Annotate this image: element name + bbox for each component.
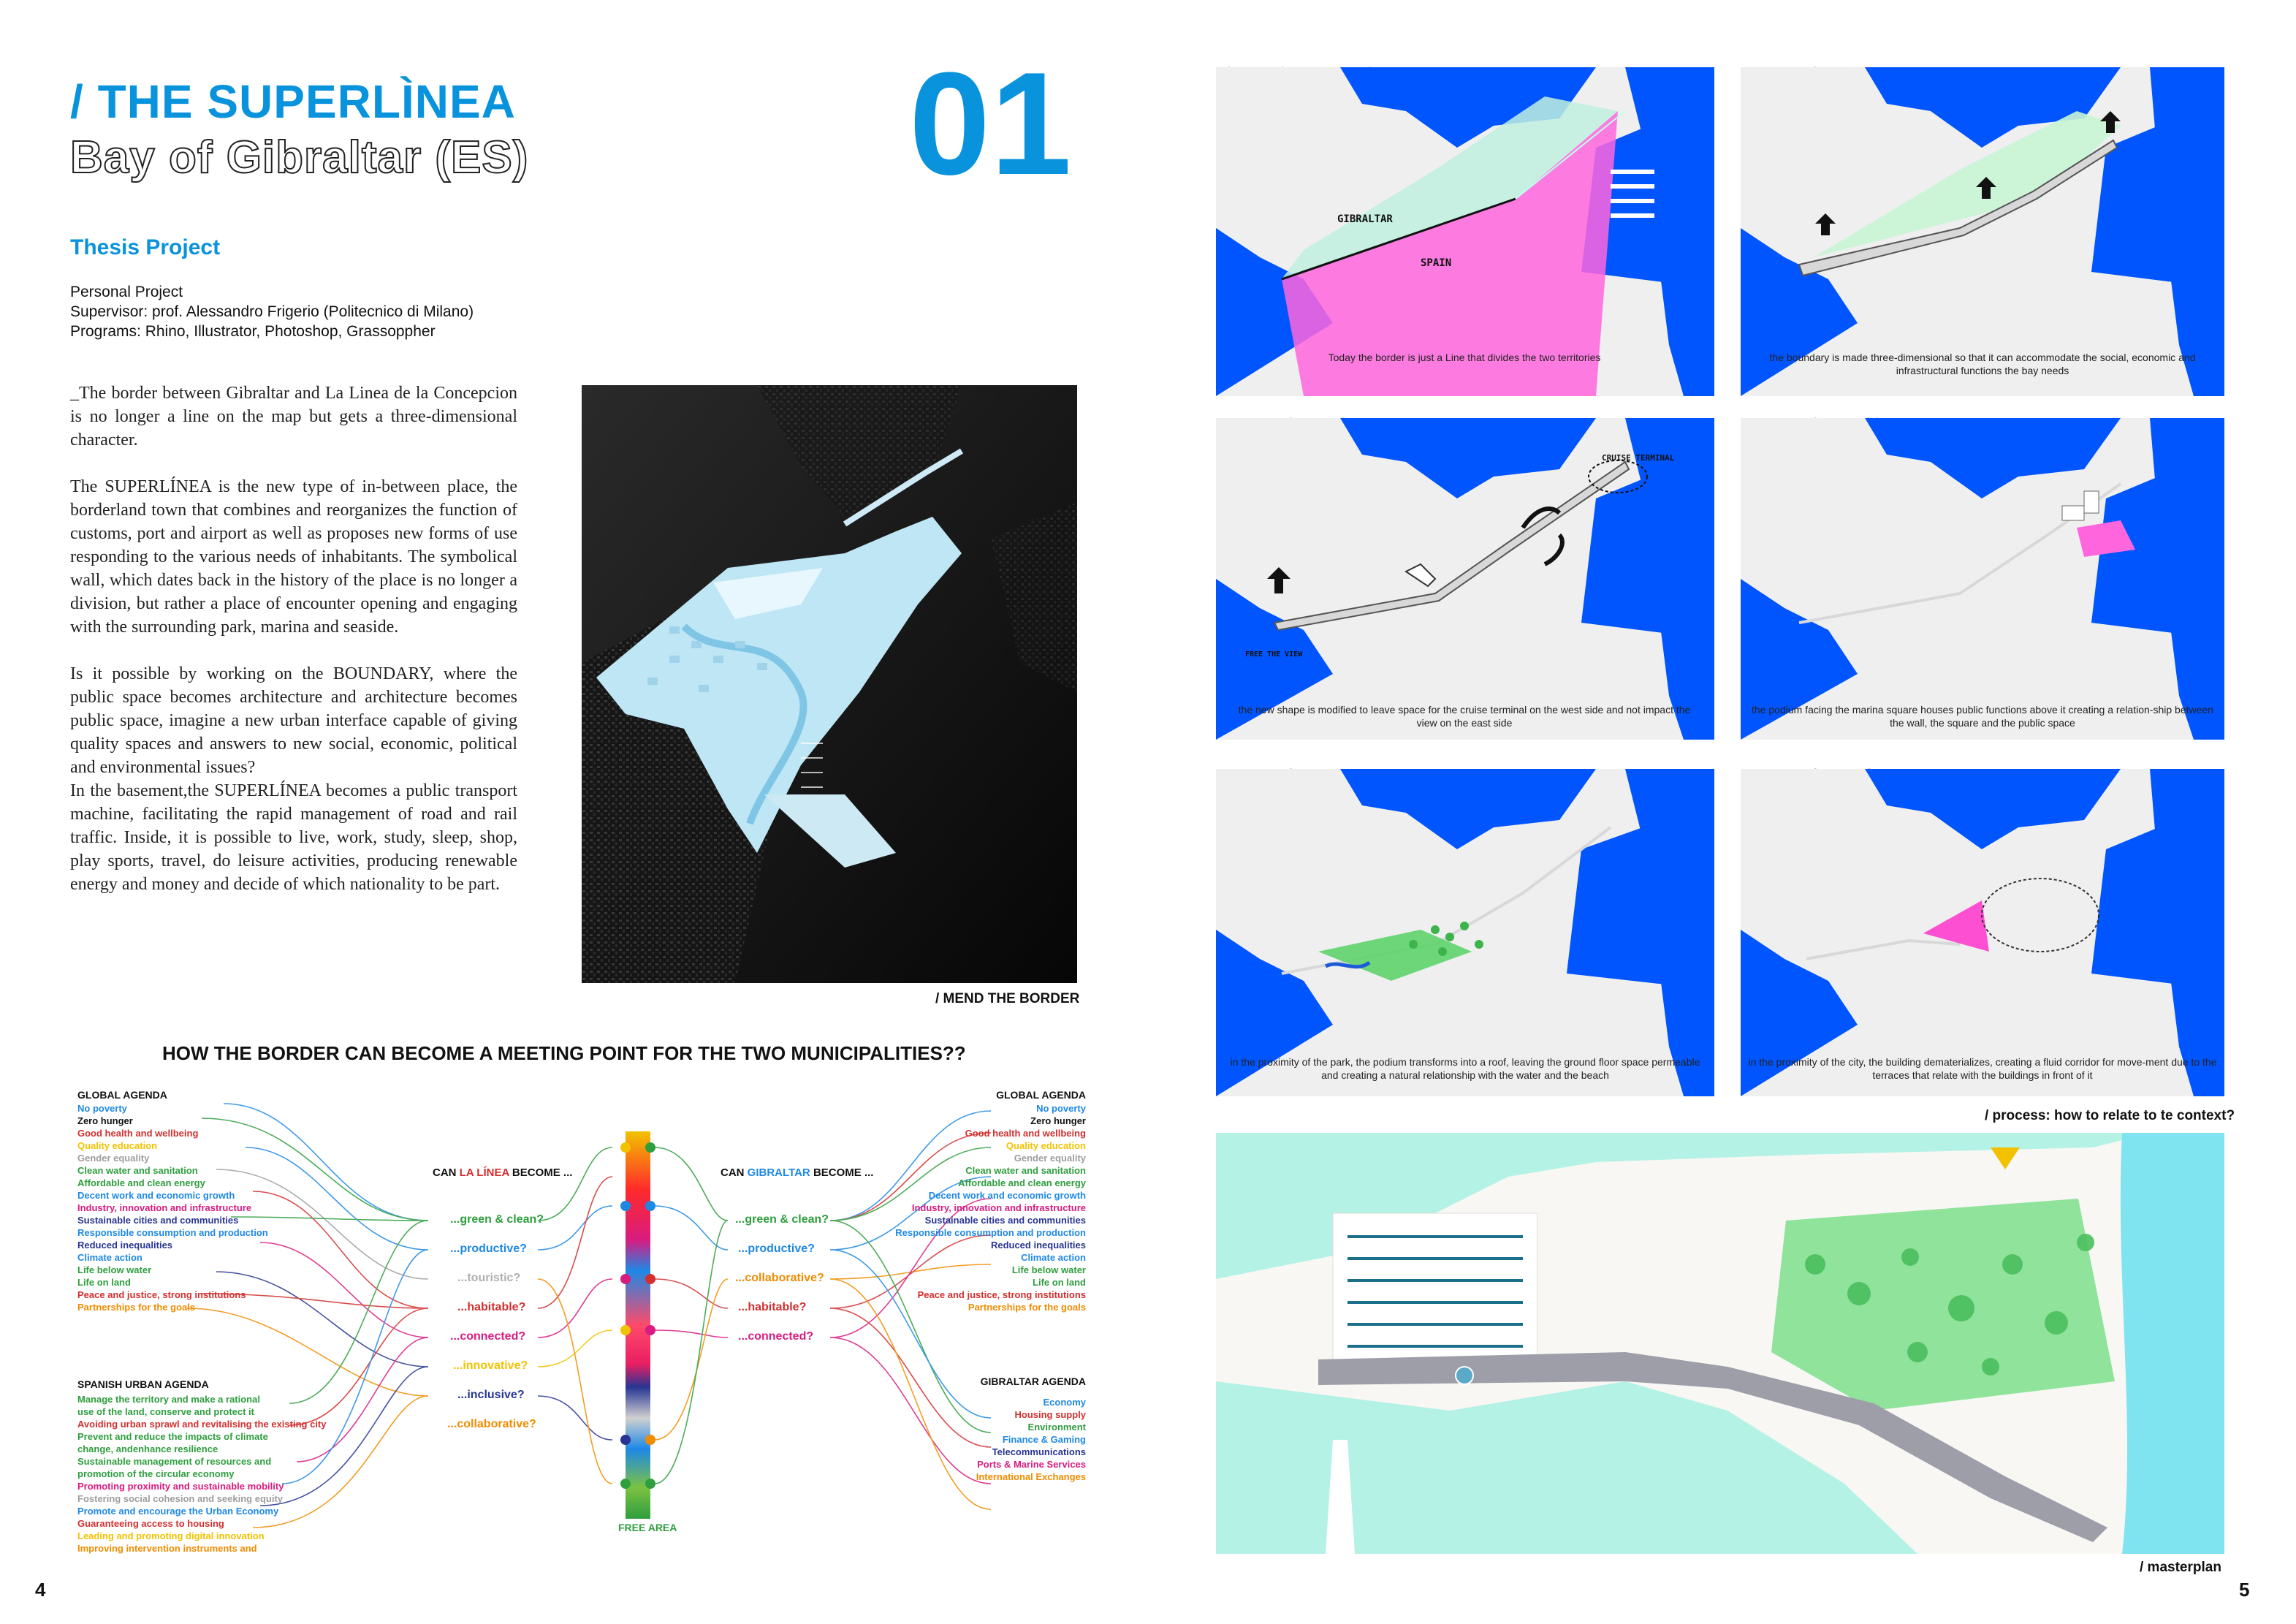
panel-caption: the boundary is made three-dimensional so that it can accommodate the social, economic and infrastructural functions the bay needs [1769, 352, 2196, 376]
linea-question: ...habitable? [457, 1301, 526, 1313]
agenda-item: Housing supply [1014, 1409, 1086, 1420]
aerial-render [582, 385, 1077, 983]
linea-question: ...innovative? [453, 1359, 528, 1372]
global-agenda-list [77, 1102, 268, 1313]
agenda-item: Life below water [77, 1264, 152, 1275]
gibraltar-agenda-title: GIBRALTAR AGENDA [980, 1376, 1086, 1387]
agenda-item: Sustainable cities and communities [924, 1215, 1086, 1226]
agenda-item: Reduced inequalities [990, 1240, 1086, 1251]
agenda-item: Gender equality [77, 1153, 150, 1164]
agenda-item: Partnerships for the goals [77, 1302, 196, 1313]
sea-map [1216, 418, 1714, 740]
page-number-right: 5 [2239, 1579, 2250, 1601]
gibraltar-agenda-list [976, 1396, 1086, 1483]
agenda-item: Responsible consumption and production [895, 1227, 1086, 1238]
agenda-item: Partnerships for the goals [968, 1302, 1086, 1313]
agenda-item: Good health and wellbeing [77, 1128, 199, 1139]
meta-line: Programs: Rhino, Illustrator, Photoshop, Grassoppher [70, 323, 436, 340]
aerial-render-illustration [582, 385, 1077, 983]
border-map [1216, 67, 1714, 396]
agenda-diagram [70, 1089, 1093, 1564]
linea-question: ...connected? [450, 1330, 526, 1343]
label-suffix: BECOME ... [810, 1166, 874, 1179]
agenda-item: No poverty [77, 1103, 127, 1114]
free-area-bar [626, 1131, 650, 1519]
agenda-item: Zero hunger [1030, 1115, 1086, 1126]
agenda-item: Clean water and sanitation [965, 1165, 1086, 1176]
project-number: 01 [909, 42, 1072, 205]
process-panel-border [1216, 67, 1714, 396]
agenda-item: Reduced inequalities [77, 1240, 173, 1251]
agenda-item: promotion of the circular economy [77, 1468, 235, 1479]
3d-map [1741, 67, 2224, 396]
process-caption: / process: how to relate to te context? [1985, 1108, 2235, 1123]
park-map [1216, 769, 1714, 1096]
agenda-item: Manage the territory and make a rational [77, 1394, 260, 1405]
agenda-item: Telecommunications [992, 1446, 1086, 1457]
agenda-item: Improving intervention instruments and [77, 1543, 257, 1554]
masterplan [1216, 1133, 2224, 1554]
agenda-item: International Exchanges [976, 1471, 1086, 1482]
masterplan-map [1216, 1133, 2224, 1554]
linea-question: ...green & clean? [450, 1213, 544, 1226]
paragraph: _The border between Gibraltar and La Linea de la Concepcion is no longer a line on the map but gets a three-dimensional character. [70, 384, 517, 449]
agenda-item: Decent work and economic growth [77, 1190, 235, 1201]
paragraph: Is it possible by working on the BOUNDARY, where the public space becomes architecture and architecture becomes public space, imagine a new urban interface capable of giving quality spaces and answers to new social, economic, political and environmental issues? [70, 664, 517, 777]
label-suffix: BECOME ... [509, 1166, 573, 1179]
label-cruise-terminal: CRUISE TERMINAL [1602, 453, 1675, 463]
gibraltar-question: ...connected? [738, 1330, 814, 1343]
meta-line: Personal Project [70, 284, 183, 300]
global-agenda-title-right: GLOBAL AGENDA [996, 1089, 1086, 1101]
agenda-item: Life on land [77, 1277, 131, 1288]
agenda-item: Life on land [1033, 1277, 1086, 1288]
diagram-question: HOW THE BORDER CAN BECOME A MEETING POINT FOR THE TWO MUNICIPALITIES?? [162, 1042, 966, 1064]
process-panel-park [1216, 769, 1714, 1096]
agenda-item: Ports & Marine Services [977, 1459, 1086, 1470]
linea-question: ...productive? [450, 1242, 527, 1255]
process-panel-3d [1741, 67, 2224, 396]
gibraltar-question: ...habitable? [738, 1301, 807, 1313]
linea-question: ...touristic? [457, 1272, 521, 1284]
agenda-item: change, andenhance resilience [77, 1443, 218, 1454]
spanish-agenda-list [77, 1393, 326, 1555]
can-gibraltar-label [721, 1166, 873, 1179]
process-panel-city [1741, 769, 2224, 1096]
label-gibraltar: GIBRALTAR [1337, 213, 1393, 225]
agenda-item: Affordable and clean energy [958, 1177, 1086, 1188]
agenda-item: Promote and encourage the Urban Economy [77, 1506, 279, 1517]
agenda-item: Promoting proximity and sustainable mobility [77, 1481, 284, 1492]
agenda-item: Climate action [1021, 1252, 1086, 1263]
paragraph: The SUPERLÍNEA is the new type of in-between place, the borderland town that combines and reorganizes the function of customs, port and airport as well as proposes new forms of use responding to the various needs of inhabitants. The symbolical wall, which dates back in the history of the place is no longer a division, but rather a place of encounter opening and engaging with the surrounding park, marina and seaside. [70, 477, 517, 637]
meta-line: Supervisor: prof. Alessandro Frigerio (Politecnico di Milano) [70, 303, 474, 320]
agenda-item: Peace and justice, strong institutions [77, 1289, 246, 1300]
label-free-view: FREE THE VIEW [1245, 650, 1303, 659]
gibraltar-question: ...productive? [738, 1242, 815, 1255]
process-panel-square [1741, 418, 2224, 740]
label-name: LA LÍNEA [459, 1166, 509, 1179]
thesis-label: Thesis Project [70, 235, 221, 259]
agenda-item: Avoiding urban sprawl and revitalising the existing city [77, 1419, 327, 1430]
panel-caption: Today the border is just a Line that divides the two territories [1328, 352, 1601, 363]
process-panel-sea [1216, 418, 1714, 740]
label-spain: SPAIN [1421, 257, 1452, 269]
agenda-item: Zero hunger [77, 1115, 133, 1126]
agenda-item: Prevent and reduce the impacts of climate [77, 1431, 268, 1442]
agenda-item: Finance & Gaming [1002, 1434, 1086, 1445]
can-linea-label [433, 1166, 572, 1179]
agenda-item: Climate action [77, 1252, 142, 1263]
agenda-item: Guaranteeing access to housing [77, 1518, 224, 1529]
agenda-item: Industry, innovation and infrastructure [77, 1202, 252, 1213]
panel-caption: the new shape is modified to leave space for the cruise terminal on the west side and not impact the view on the east side [1238, 704, 1691, 729]
agenda-item: Leading and promoting digital innovation [77, 1530, 265, 1541]
page-title: / THE SUPERLÌNEA [70, 75, 516, 128]
label-prefix: CAN [721, 1166, 748, 1179]
linea-question: ...inclusive? [457, 1389, 525, 1401]
agenda-item: Gender equality [1014, 1153, 1086, 1164]
agenda-item: Decent work and economic growth [928, 1190, 1086, 1201]
render-caption: / MEND THE BORDER [935, 991, 1080, 1006]
city-map [1741, 769, 2224, 1096]
agenda-item: Quality education [77, 1140, 158, 1151]
agenda-item: Good health and wellbeing [965, 1128, 1086, 1139]
free-area-label: FREE AREA [618, 1522, 677, 1533]
agenda-item: Sustainable management of resources and [77, 1456, 272, 1467]
agenda-item: Affordable and clean energy [77, 1177, 205, 1188]
linea-question: ...collaborative? [447, 1418, 536, 1430]
agenda-item: No poverty [1036, 1103, 1086, 1114]
panel-caption: in the proximity of the park, the podium transforms into a roof, leaving the ground floor space permeable and creating a natural relationship with the water and the beach [1230, 1056, 1700, 1081]
agenda-item: Peace and justice, strong institutions [917, 1289, 1086, 1300]
agenda-item: use of the land, conserve and protect it [77, 1406, 254, 1417]
agenda-item: Sustainable cities and communities [77, 1215, 239, 1226]
panel-caption: in the proximity of the city, the building dematerializes, creating a fluid corridor for move-ment due to the terraces that relate with the buildings in front of it [1748, 1056, 2217, 1081]
gibraltar-question: ...collaborative? [735, 1272, 824, 1284]
square-map [1741, 418, 2224, 740]
agenda-item: Life below water [1011, 1264, 1086, 1275]
page-subtitle: Bay of Gibraltar (ES) [70, 132, 529, 183]
agenda-item: Quality education [1006, 1140, 1086, 1151]
paragraph: In the basement,the SUPERLÍNEA becomes a public transport machine, facilitating the rapid management of road and rail traffic. Inside, it is possible to live, work, study, sleep, shop, play sports, travel, do leisure activities, producing renewable energy and money and decide of which nationality to be part. [70, 781, 517, 894]
label-name: GIBRALTAR [747, 1166, 810, 1179]
page-number-left: 4 [35, 1579, 46, 1601]
agenda-item: Clean water and sanitation [77, 1165, 198, 1176]
agenda-item: Fostering social cohesion and seeking equity [77, 1493, 284, 1504]
label-prefix: CAN [433, 1166, 460, 1179]
global-agenda-title: GLOBAL AGENDA [77, 1089, 167, 1101]
agenda-item: Environment [1027, 1422, 1086, 1433]
global-agenda-list-right [895, 1102, 1086, 1313]
agenda-item: Economy [1043, 1397, 1086, 1408]
gibraltar-question: ...green & clean? [735, 1213, 829, 1226]
project-meta [70, 282, 474, 341]
agenda-item: Responsible consumption and production [77, 1227, 268, 1238]
spanish-agenda-title: SPANISH URBAN AGENDA [77, 1378, 209, 1390]
panel-caption: the podium facing the marina square houses public functions above it creating a relation-ship between the wall, the square and the public space [1752, 704, 2213, 729]
agenda-item: Industry, innovation and infrastructure [911, 1202, 1086, 1213]
masterplan-caption: / masterplan [2140, 1560, 2221, 1575]
project-description [70, 382, 517, 896]
